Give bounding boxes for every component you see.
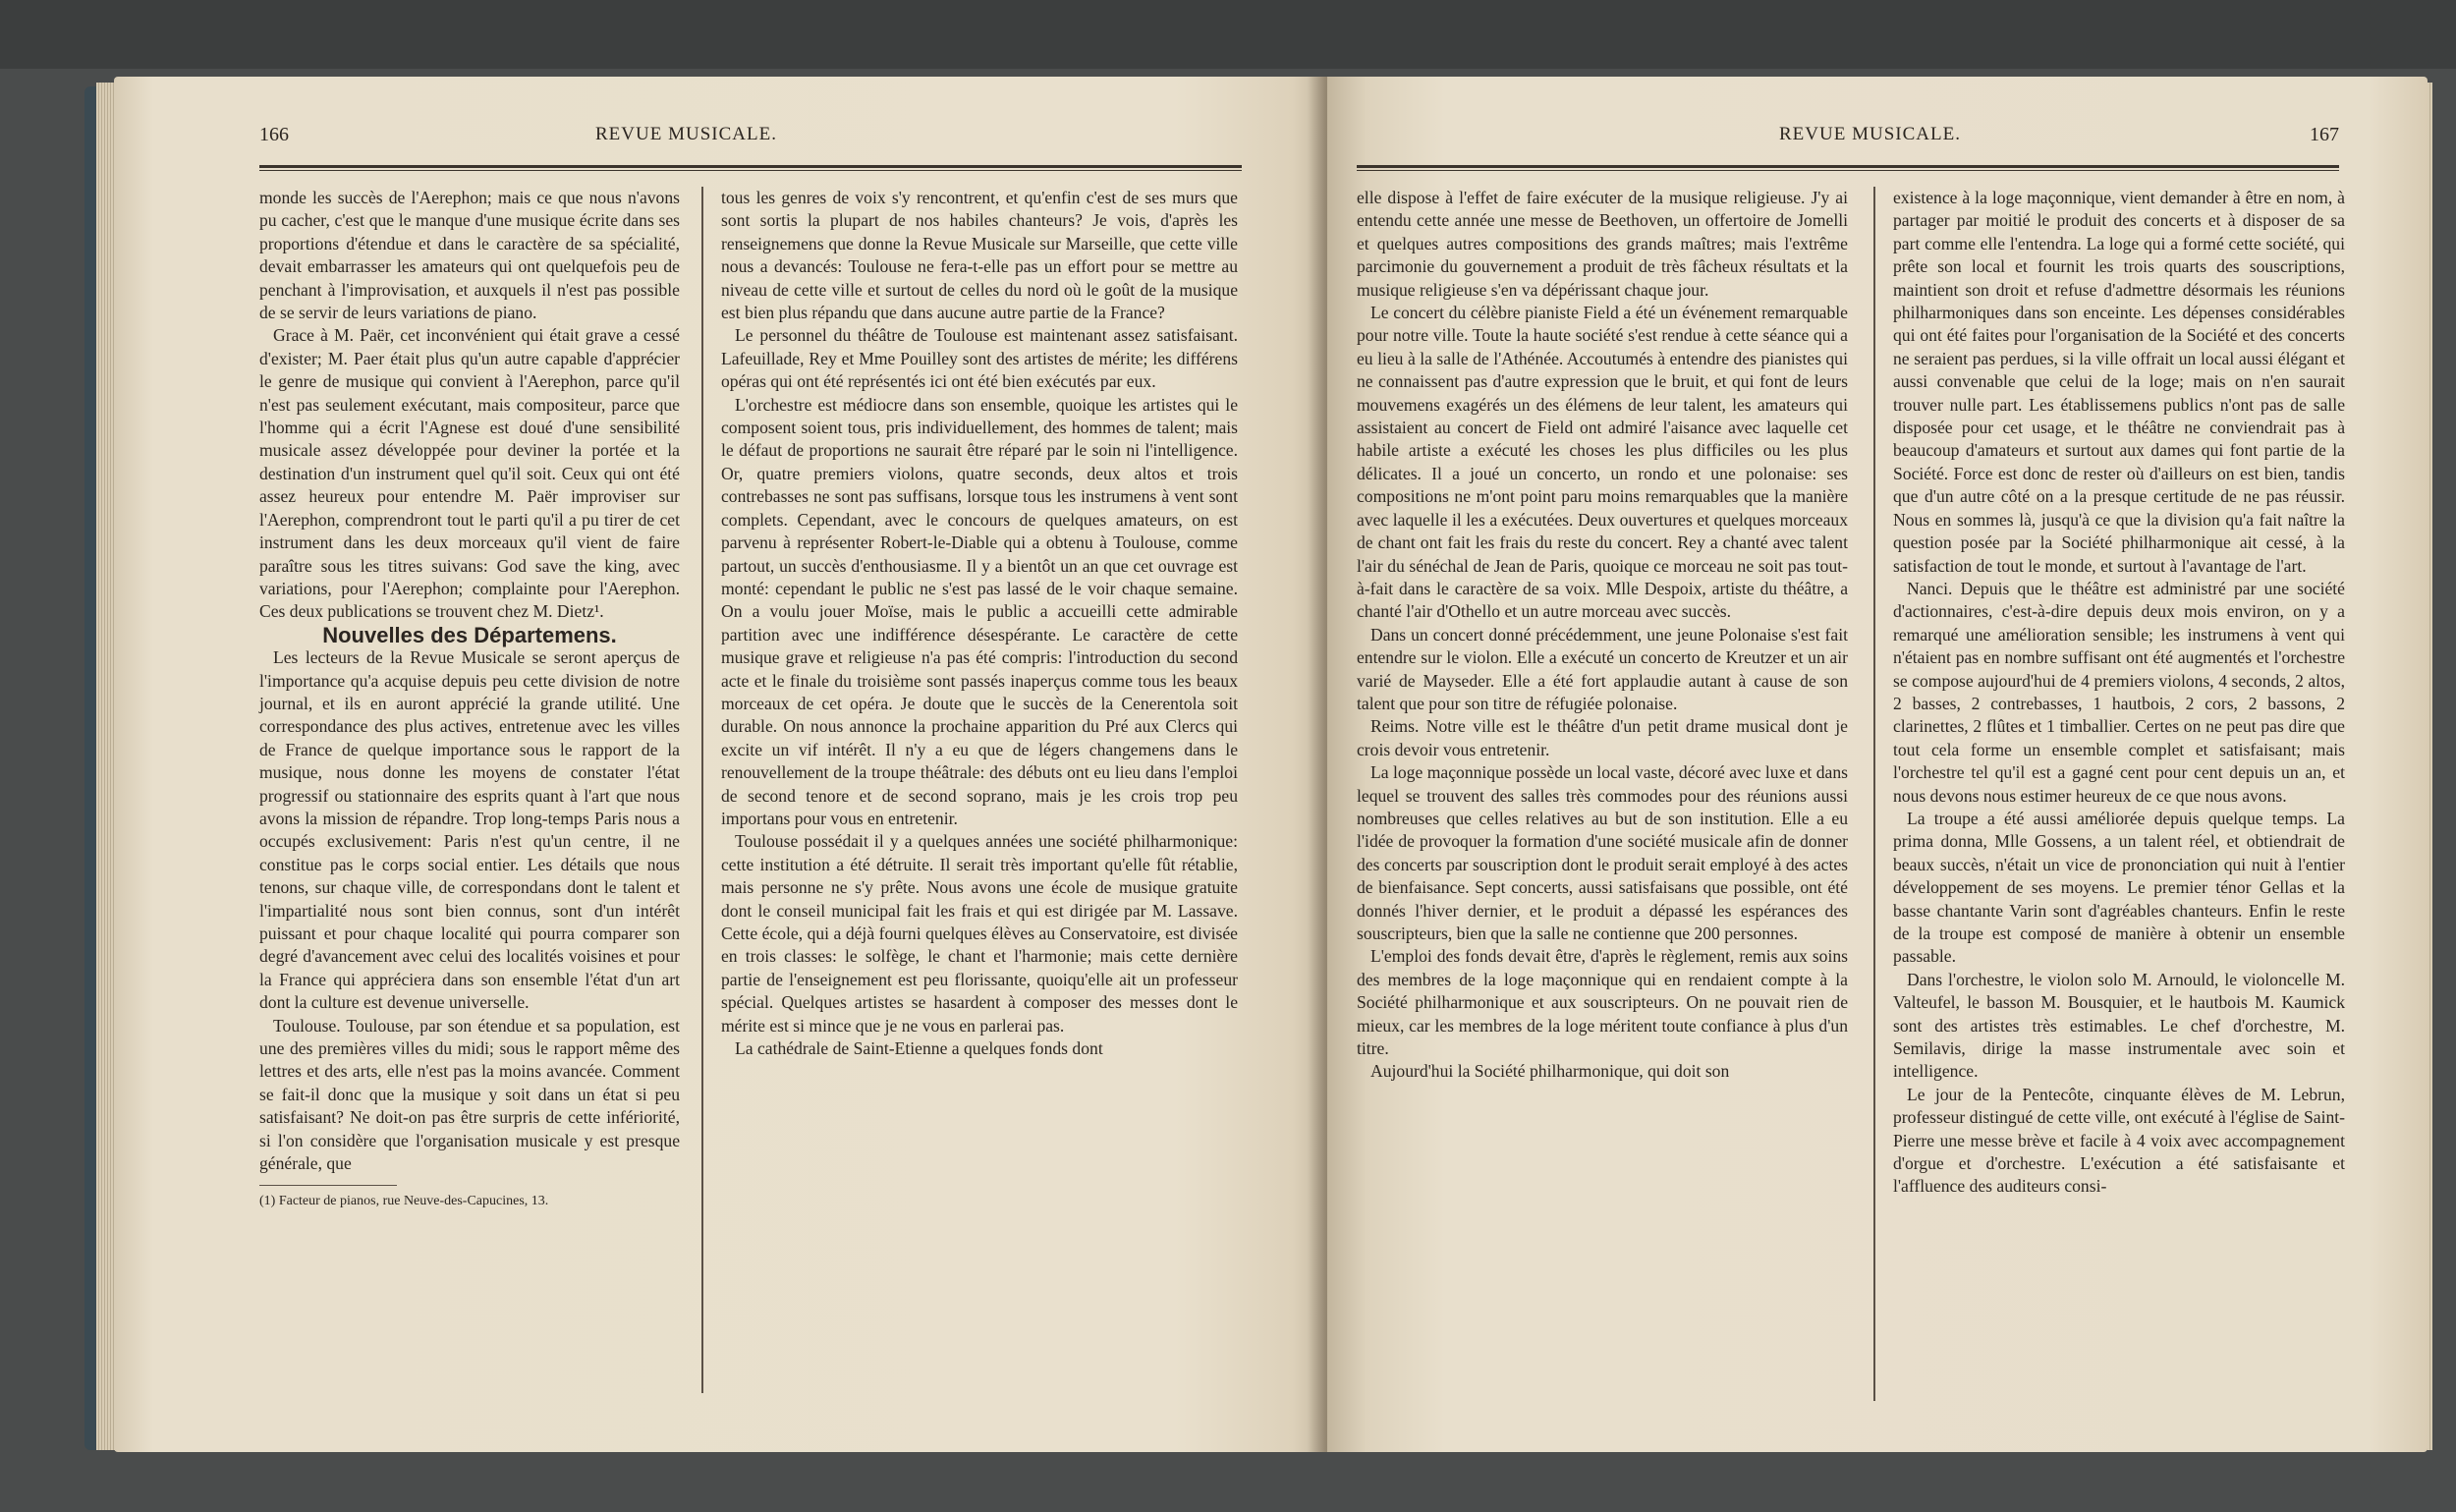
column-rule-right bbox=[1873, 187, 1875, 1401]
paragraph: tous les genres de voix s'y rencontrent, et qu'enfin c'est de ses murs que sont sortis la plupart de nos habiles chanteurs? Je vois, d'après les renseignemens que donne la Revue Musicale sur Marseille, que cette ville nous a devancés: Toulouse ne fera-t-elle pas un effort pour se mettre au niveau de cette ville et surtout de celles du nord où le goût de la musique est bien plus répandu que dans aucune autre partie de la France? bbox=[721, 188, 1238, 323]
page-number-left: 166 bbox=[259, 124, 289, 145]
paragraph: Le jour de la Pentecôte, cinquante élèves de M. Lebrun, professeur distingué de cette ville, ont exécuté à l'église de Saint-Pierre une messe brève et facile à 4 voix avec accompagnement d'orgue et d'orchestre. L'exécution a été satisfaisante et l'affluence des auditeurs consi- bbox=[1893, 1084, 2345, 1197]
paragraph: La cathédrale de Saint-Etienne a quelques fonds dont bbox=[735, 1038, 1103, 1059]
footnote: (1) Facteur de pianos, rue Neuve-des-Capucines, 13. bbox=[259, 1194, 549, 1209]
header-rule-left bbox=[259, 165, 1242, 168]
paragraph: Le personnel du théâtre de Toulouse est maintenant assez satisfaisant. Lafeuillade, Rey et Mme Pouilley sont des artistes de mérite; les différens opéras qui ont été représentés ici ont été bien exécutés par eux. bbox=[721, 325, 1238, 392]
header-rule-left-thin bbox=[259, 170, 1242, 171]
section-title: Nouvelles des Départemens. bbox=[322, 622, 617, 647]
background-top bbox=[0, 0, 2456, 69]
paragraph: Toulouse possédait il y a quelques années une société philharmonique: cette institution a été détruite. Il serait très important qu'elle fût rétablie, mais personne ne s'y prête. Nous avons une école de musique gratuite dont le conseil municipal fait les frais et qui est dirigée par M. Lassave. Cette école, qui a déjà fourni quelques élèves au Conservatoire, est divisée en trois classes: le solfège, le chant et l'harmonie; mais cette dernière partie de l'enseignement est peu florissante, quoiqu'elle ait un professeur spécial. Quelques artistes se hasardent à composer des messes dont le mérite est si mince que je ne vous en parlerai pas. bbox=[721, 831, 1238, 1036]
running-head-right: REVUE MUSICALE. bbox=[1779, 124, 1961, 144]
paragraph: L'emploi des fonds devait être, d'après le règlement, remis aux soins des membres de la loge maçonnique qui en rendaient compte à la Société philharmonique et aux souscripteurs. On ne pouvait rien de mieux, car les membres de la loge méritent toute confiance à plus d'un titre. bbox=[1357, 946, 1848, 1059]
header-rule-right-thin bbox=[1357, 170, 2339, 171]
paragraph: La loge maçonnique possède un local vaste, décoré avec luxe et dans lequel se trouvent des salles très commodes pour des réunions aussi nombreuses que celles relatives au but de son institution. Elle a eu l'idée de provoquer la formation d'une société musicale afin de donner des concerts par souscription dont le produit serait employé à des actes de bienfaisance. Sept concerts, aussi satisfaisans que possible, ont été donnés l'hiver dernier, et le produit a dépassé les espérances des souscripteurs, bien que la salle ne contienne que 200 personnes. bbox=[1357, 762, 1848, 943]
paragraph: Nanci. Depuis que le théâtre est administré par une société d'actionnaires, c'est-à-dire depuis deux mois environ, on y a remarqué une amélioration sensible; les instrumens à vent qui n'étaient pas en nombre suffisant ont été augmentés et l'orchestre se compose aujourd'hui de 4 premiers violons, 4 seconds, 2 altos, 2 basses, 2 contrebasses, 1 hautbois, 2 cors, 2 bassons, 2 clarinettes, 2 flûtes et 1 timballier. Certes on ne peut pas dire que tout cela forme un ensemble complet et satisfaisant; mais l'orchestre tel qu'il est a gagné cent pour cent depuis un an, et nous devons nous estimer heureux de ce que nous avons. bbox=[1893, 578, 2345, 806]
paragraph: Dans un concert donné précédemment, une jeune Polonaise s'est fait entendre sur le violon. Elle a exécuté un concerto de Kreutzer et un air varié de Mayseder. Elle a été fort applaudie autant à cause de son talent que pour son titre de réfugiée polonaise. bbox=[1357, 624, 1848, 713]
header-rule-right bbox=[1357, 165, 2339, 168]
footnote-rule bbox=[259, 1185, 397, 1186]
left-page-column-1 bbox=[259, 187, 680, 1213]
running-head-left: REVUE MUSICALE. bbox=[595, 124, 777, 144]
paragraph: existence à la loge maçonnique, vient demander à être en nom, à partager par moitié le produit des concerts et à disposer de sa part comme elle l'entendra. La loge qui a formé cette société, qui prête son local et fournit les trois quarts des souscriptions, maintient son droit et refuse d'admettre désormais les réunions philharmoniques dans son enceinte. Les dépenses considérables qui ont été faites pour l'organisation de la Société et des concerts ne seraient pas perdues, si la ville offrait un local aussi élégant et aussi convenable que celui de la loge; mais on n'en saurait trouver nulle part. Les établissemens publics n'ont pas de salle disposée pour cet usage, et le théâtre ne conviendrait pas à beaucoup d'amateurs et surtout aux dames qui font partie de la Société. Force est donc de rester où d'ailleurs on est bien, tandis que d'un autre côté on a la presque certitude de ne pas réussir. Nous en sommes là, jusqu'à ce que la division qu'a fait naître la question posée par la Société philharmonique ait cessé, à la satisfaction de tout le monde, et surtout à l'avantage de l'art. bbox=[1893, 188, 2345, 576]
paragraph: monde les succès de l'Aerephon; mais ce que nous n'avons pu cacher, c'est que le manque d'une musique écrite dans ses proportions d'étendue et dans le caractère de sa spécialité, devait embarrasser les amateurs qui ont quelquefois peu de penchant à l'improvisation, et auxquels il n'est pas possible de se servir de leurs variations de piano. bbox=[259, 188, 680, 323]
paragraph: Les lecteurs de la Revue Musicale se seront aperçus de l'importance qu'a acquise depuis peu cette division de notre journal, et ils en auront apprécié la grande utilité. Une correspondance des plus actives, entretenue avec les villes de France de quelque importance sous le rapport de la musique, nous donne les moyens de constater l'état progressif ou stationnaire des esprits quant à l'art que nous avons la mission de répandre. Trop long-temps Paris nous a occupés exclusivement: Paris n'est qu'un centre, il ne constitue pas le corps social entier. Les détails que nous tenons, sur chaque ville, de correspondans dont le talent et l'impartialité nous sont bien connus, sont d'un intérêt puissant et pour chaque localité qui pourra comparer son degré d'avancement avec celui des localités voisines et pour la France qui appréciera dans son ensemble l'état d'un art dont la culture est devenue universelle. bbox=[259, 647, 680, 1013]
paragraph: Grace à M. Paër, cet inconvénient qui était grave a cessé d'exister; M. Paer était plus qu'un autre capable d'apprécier le genre de musique qui convient à l'Aerephon, parce qu'il n'est pas seulement exécutant, mais compositeur, parce que l'homme qui a écrit l'Agnese est doué d'une sensibilité musicale assez développée pour deviner la portée et la destination d'un instrument quel qu'il soit. Ceux qui ont été assez heureux pour entendre M. Paër improviser sur l'Aerephon, comprendront tout le parti qu'il a pu tirer de cet instrument dans les deux morceaux qu'il vient de faire paraître sous les titres suivans: God save the king, avec variations, pour l'Aerephon; complainte pour l'Aerephon. Ces deux publications se trouvent chez M. Dietz¹. bbox=[259, 325, 680, 622]
paragraph: Le concert du célèbre pianiste Field a été un événement remarquable pour notre ville. Toute la haute société s'est rendue à cette séance qui a eu lieu à la salle de l'Athénée. Accoutumés à entendre des pianistes qui ne connaissent pas d'autre expression que le bruit, et qui font de leurs mouvemens exagérés un des élémens de leur talent, les amateurs qui assistaient au concert de Field ont admiré l'aisance avec laquelle cet habile artiste a exécuté les choses les plus difficiles ou les plus délicates. Il a joué un concerto, un rondo et une polonaise: ses compositions ne m'ont point paru moins remarquables que la manière avec laquelle il les a exécutées. Deux ouvertures et quelques morceaux de chant ont fait les frais du reste du concert. Rey a chanté avec talent l'air du sénéchal de Jean de Paris, quoique ce morceau ne soit pas tout-à-fait dans le caractère de sa voix. Mlle Despoix, artiste du théâtre, a chanté l'air d'Othello et un autre morceau avec succès. bbox=[1357, 303, 1848, 622]
paragraph: Aujourd'hui la Société philharmonique, qui doit son bbox=[1370, 1061, 1730, 1082]
left-page-column-2 bbox=[721, 187, 1238, 1060]
paragraph: La troupe a été aussi améliorée depuis quelque temps. La prima donna, Mlle Gossens, a un talent réel, et obtiendrait de beaux succès, n'était un vice de prononciation qui nuit à l'entier développement de ses moyens. Le premier ténor Gellas et la basse chantante Varin sont d'agréables chanteurs. Enfin le reste de la troupe est composé de manière à obtenir un ensemble passable. bbox=[1893, 808, 2345, 967]
right-page-column-1 bbox=[1357, 187, 1848, 1084]
column-rule-left bbox=[701, 187, 703, 1393]
paragraph: Reims. Notre ville est le théâtre d'un petit drame musical dont je crois devoir vous entretenir. bbox=[1357, 716, 1848, 759]
right-page bbox=[1327, 77, 2428, 1452]
left-page bbox=[114, 77, 1327, 1452]
paragraph: L'orchestre est médiocre dans son ensemble, quoique les artistes qui le composent soient tous, pris individuellement, des hommes de talent; mais le défaut de proportions ne saurait être réparé par le soin ni l'intelligence. Or, quatre premiers violons, quatre seconds, deux altos et trois contrebasses ne sont pas suffisans, lorsque tous les instrumens à vent sont complets. Cependant, avec le concours de quelques amateurs, on est parvenu à représenter Robert-le-Diable qui a obtenu à Toulouse, comme partout, un succès d'enthousiasme. Il y a bientôt un an que cet ouvrage est monté: cependant le public ne s'est pas lassé de le voir chaque semaine. On a voulu jouer Moïse, mais le public a accueilli cette admirable partition avec une indifférence désespérante. Le caractère de cette musique grave et religieuse n'a pas été compris: l'introduction du second acte et le finale du troisième sont passés inaperçus comme tous les beaux morceaux de cet opéra. Je doute que le succès de la Cenerentola soit durable. On nous annonce la prochaine apparition du Pré aux Clercs qui excite un vif intérêt. Il n'y a eu que de légers changemens dans le renouvellement de la troupe théâtrale: des débuts ont eu lieu dans l'emploi de second tenore et de second soprano, mais je les crois trop peu importans pour vous en entretenir. bbox=[721, 394, 1238, 828]
paragraph: elle dispose à l'effet de faire exécuter de la musique religieuse. J'y ai entendu cette année une messe de Beethoven, un offertoire de Jomelli et quelques autres compositions des grands maîtres; mais l'extrême parcimonie du gouvernement a produit de très fâcheux résultats et la musique religieuse s'en va dépérissant chaque jour. bbox=[1357, 188, 1848, 300]
paragraph: Dans l'orchestre, le violon solo M. Arnould, le violoncelle M. Valteufel, le basson M. Bousquier, et le hautbois M. Kaumick sont des artistes très estimables. Le chef d'orchestre, M. Semilavis, dirige la masse instrumentale avec soin et intelligence. bbox=[1893, 969, 2345, 1082]
open-book bbox=[84, 77, 2383, 1452]
page-number-right: 167 bbox=[2310, 124, 2339, 145]
paragraph: Toulouse. Toulouse, par son étendue et sa population, est une des premières villes du midi; sous le rapport même des lettres et des arts, elle n'est pas la moins avancée. Comment se fait-il donc que la musique y soit dans un état si peu satisfaisant? Ne doit-on pas être surpris de cette infériorité, si l'on considère que l'organisation musicale y est presque générale, que bbox=[259, 1015, 680, 1174]
right-page-column-2 bbox=[1893, 187, 2345, 1199]
